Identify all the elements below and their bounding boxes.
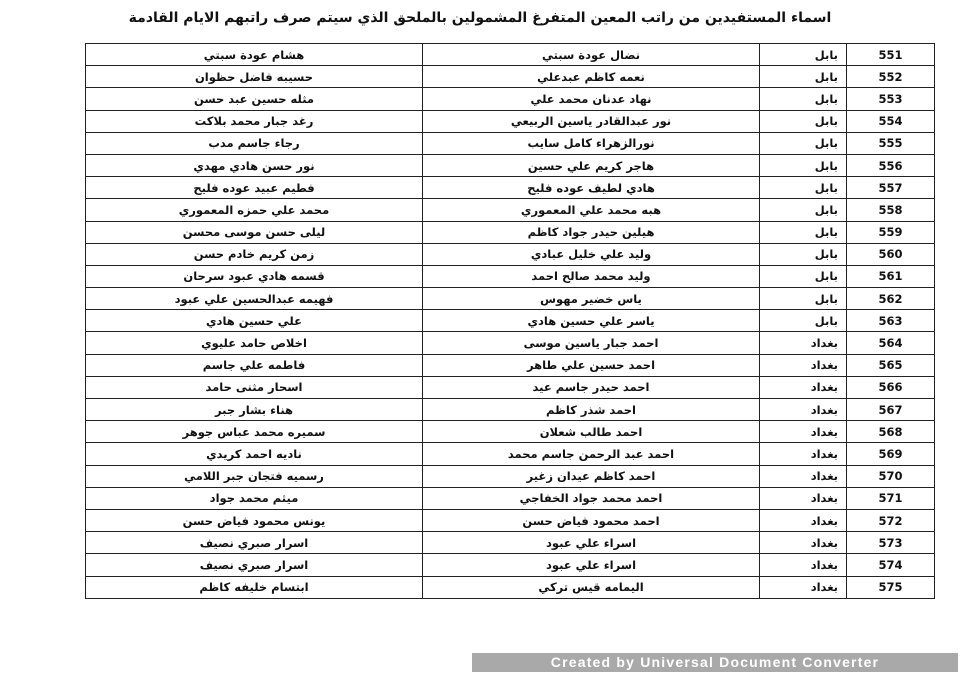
document-title: اسماء المستفيدين من راتب المعين المتفرغ المشمولين بالملحق الذي سيتم صرف راتبهم الايام القادمة <box>128 10 832 26</box>
carer-name-cell: فهيمه عبدالحسين علي عبود <box>86 288 423 310</box>
beneficiary-name-cell: اسراء علي عبود <box>423 532 760 554</box>
beneficiary-name-cell: احمد جبار ياسين موسى <box>423 332 760 354</box>
row-number-cell: 564 <box>847 332 935 354</box>
table-row <box>86 154 935 176</box>
province-cell: بابل <box>760 88 847 110</box>
province-cell: بابل <box>760 177 847 199</box>
carer-name-cell: ميثم محمد جواد <box>86 487 423 509</box>
beneficiary-name-cell: وليد محمد صالح احمد <box>423 265 760 287</box>
province-cell: بغداد <box>760 487 847 509</box>
carer-name-cell: هناء بشار جبر <box>86 399 423 421</box>
beneficiary-name-cell: احمد كاظم عيدان زغير <box>423 465 760 487</box>
row-number-cell: 563 <box>847 310 935 332</box>
table-body <box>86 44 935 599</box>
carer-name-cell: مثله حسين عبد حسن <box>86 88 423 110</box>
beneficiary-name-cell: وليد علي خليل عبادي <box>423 243 760 265</box>
beneficiary-name-cell: احمد حيدر جاسم عيد <box>423 376 760 398</box>
row-number-cell: 569 <box>847 443 935 465</box>
carer-name-cell: اسحار مثنى حامد <box>86 376 423 398</box>
row-number-cell: 561 <box>847 265 935 287</box>
table-row <box>86 288 935 310</box>
beneficiary-name-cell: ياس خضير مهوس <box>423 288 760 310</box>
row-number-cell: 552 <box>847 66 935 88</box>
beneficiary-name-cell: نور عبدالقادر ياسين الربيعي <box>423 110 760 132</box>
beneficiary-name-cell: نورالزهراء كامل سايب <box>423 132 760 154</box>
province-cell: بابل <box>760 66 847 88</box>
table-row <box>86 354 935 376</box>
carer-name-cell: سميره محمد عباس جوهر <box>86 421 423 443</box>
carer-name-cell: قسمه هادي عبود سرحان <box>86 265 423 287</box>
beneficiary-name-cell: احمد حسين علي طاهر <box>423 354 760 376</box>
beneficiary-name-cell: اسراء علي عبود <box>423 554 760 576</box>
carer-name-cell: ابتسام خليفه كاظم <box>86 576 423 598</box>
carer-name-cell: رسميه فتجان جبر اللامي <box>86 465 423 487</box>
table-row <box>86 221 935 243</box>
table-row <box>86 332 935 354</box>
row-number-cell: 553 <box>847 88 935 110</box>
province-cell: بغداد <box>760 509 847 531</box>
carer-name-cell: رجاء جاسم مدب <box>86 132 423 154</box>
table-row <box>86 443 935 465</box>
province-cell: بابل <box>760 110 847 132</box>
row-number-cell: 562 <box>847 288 935 310</box>
table-row <box>86 199 935 221</box>
carer-name-cell: حسيبه فاضل حظوان <box>86 66 423 88</box>
row-number-cell: 566 <box>847 376 935 398</box>
carer-name-cell: زمن كريم خادم حسن <box>86 243 423 265</box>
table-row <box>86 265 935 287</box>
table-row <box>86 376 935 398</box>
carer-name-cell: محمد علي حمزه المعموري <box>86 199 423 221</box>
table-row <box>86 509 935 531</box>
table-row <box>86 243 935 265</box>
beneficiary-name-cell: هبه محمد علي المعموري <box>423 199 760 221</box>
province-cell: بابل <box>760 132 847 154</box>
row-number-cell: 567 <box>847 399 935 421</box>
province-cell: بغداد <box>760 465 847 487</box>
row-number-cell: 565 <box>847 354 935 376</box>
carer-name-cell: يونس محمود فياض حسن <box>86 509 423 531</box>
table-row <box>86 44 935 66</box>
beneficiary-name-cell: احمد محمود فياض حسن <box>423 509 760 531</box>
carer-name-cell: ناديه احمد كريدي <box>86 443 423 465</box>
row-number-cell: 556 <box>847 154 935 176</box>
beneficiary-name-cell: هيلين حيدر جواد كاظم <box>423 221 760 243</box>
province-cell: بابل <box>760 199 847 221</box>
row-number-cell: 573 <box>847 532 935 554</box>
row-number-cell: 560 <box>847 243 935 265</box>
table-row <box>86 399 935 421</box>
carer-name-cell: فاطمه علي جاسم <box>86 354 423 376</box>
province-cell: بابل <box>760 265 847 287</box>
carer-name-cell: علي حسين هادي <box>86 310 423 332</box>
province-cell: بابل <box>760 310 847 332</box>
province-cell: بابل <box>760 243 847 265</box>
carer-name-cell: رغد جبار محمد بلاكت <box>86 110 423 132</box>
carer-name-cell: هشام عودة سبتي <box>86 44 423 66</box>
table-row <box>86 88 935 110</box>
beneficiary-name-cell: احمد محمد جواد الخفاجي <box>423 487 760 509</box>
table-row <box>86 465 935 487</box>
row-number-cell: 559 <box>847 221 935 243</box>
table-row <box>86 110 935 132</box>
row-number-cell: 570 <box>847 465 935 487</box>
province-cell: بابل <box>760 288 847 310</box>
beneficiary-name-cell: نضال عودة سبتي <box>423 44 760 66</box>
province-cell: بغداد <box>760 443 847 465</box>
table-row <box>86 532 935 554</box>
table-row <box>86 132 935 154</box>
province-cell: بغداد <box>760 354 847 376</box>
carer-name-cell: ليلى حسن موسى محسن <box>86 221 423 243</box>
province-cell: بغداد <box>760 421 847 443</box>
province-cell: بغداد <box>760 399 847 421</box>
province-cell: بابل <box>760 221 847 243</box>
table-row <box>86 177 935 199</box>
row-number-cell: 555 <box>847 132 935 154</box>
province-cell: بغداد <box>760 576 847 598</box>
beneficiary-name-cell: احمد طالب شعلان <box>423 421 760 443</box>
carer-name-cell: اسرار صبري نصيف <box>86 532 423 554</box>
beneficiary-name-cell: نهاد عدنان محمد علي <box>423 88 760 110</box>
carer-name-cell: نور حسن هادي مهدي <box>86 154 423 176</box>
table-row <box>86 310 935 332</box>
carer-name-cell: اسرار صبري نصيف <box>86 554 423 576</box>
row-number-cell: 551 <box>847 44 935 66</box>
row-number-cell: 575 <box>847 576 935 598</box>
table-row <box>86 487 935 509</box>
table-row <box>86 554 935 576</box>
province-cell: بغداد <box>760 376 847 398</box>
table-row <box>86 66 935 88</box>
beneficiary-name-cell: نعمه كاظم عبدعلي <box>423 66 760 88</box>
beneficiaries-table <box>85 43 935 599</box>
beneficiary-name-cell: احمد عبد الرحمن جاسم محمد <box>423 443 760 465</box>
row-number-cell: 571 <box>847 487 935 509</box>
beneficiary-name-cell: اليمامه قيس تركي <box>423 576 760 598</box>
row-number-cell: 568 <box>847 421 935 443</box>
row-number-cell: 554 <box>847 110 935 132</box>
beneficiary-name-cell: هاجر كريم علي حسين <box>423 154 760 176</box>
carer-name-cell: فطيم عبيد عوده فليح <box>86 177 423 199</box>
row-number-cell: 557 <box>847 177 935 199</box>
beneficiary-name-cell: هادي لطيف عوده فليح <box>423 177 760 199</box>
beneficiary-name-cell: احمد شذر كاظم <box>423 399 760 421</box>
beneficiary-name-cell: ياسر علي حسين هادي <box>423 310 760 332</box>
row-number-cell: 574 <box>847 554 935 576</box>
province-cell: بابل <box>760 44 847 66</box>
converter-watermark: Created by Universal Document Converter <box>472 653 958 672</box>
table-row <box>86 576 935 598</box>
province-cell: بغداد <box>760 332 847 354</box>
table-row <box>86 421 935 443</box>
province-cell: بغداد <box>760 532 847 554</box>
province-cell: بابل <box>760 154 847 176</box>
row-number-cell: 558 <box>847 199 935 221</box>
carer-name-cell: اخلاص حامد عليوي <box>86 332 423 354</box>
row-number-cell: 572 <box>847 509 935 531</box>
province-cell: بغداد <box>760 554 847 576</box>
